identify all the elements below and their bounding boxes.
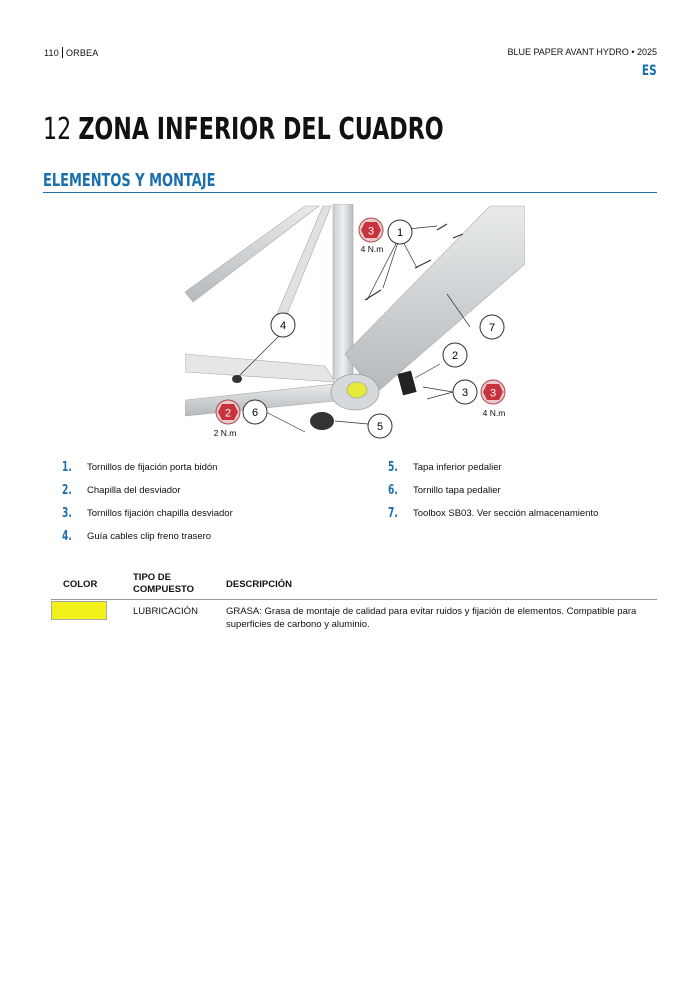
callout-5-label: 5 [376, 421, 384, 433]
language-tag: ES [642, 63, 657, 79]
torque-badge-1 [359, 218, 383, 254]
derailleur-hanger [397, 371, 416, 396]
table-header-description: DESCRIPCIÓN [226, 579, 292, 590]
callout-4 [271, 313, 295, 337]
callout-3-label: 3 [461, 387, 469, 399]
section-title [43, 112, 444, 147]
part-label: Tornillos de fijación porta bidón [87, 462, 218, 473]
callout-2 [443, 343, 467, 367]
table-header-rule [51, 599, 657, 600]
compound-type: LUBRICACIÓN [133, 606, 198, 617]
callout-7 [480, 315, 504, 339]
grease-area [347, 382, 367, 398]
torque-badge-1-value: 4 N.m [360, 244, 384, 254]
torque-badge-3-value: 2 N.m [213, 428, 237, 438]
part-number: 5. [388, 460, 398, 475]
part-label: Toolbox SB03. Ver sección almacenamiento [413, 508, 599, 519]
page-number: 110 [44, 48, 59, 58]
part-number: 2. [62, 483, 72, 498]
callout-6 [243, 400, 267, 424]
seat-stay [185, 206, 319, 302]
callout-7-label: 7 [488, 322, 496, 334]
part-label: Chapilla del desviador [87, 485, 181, 496]
part-number: 1. [62, 460, 72, 475]
callout-4-label: 4 [279, 320, 287, 332]
callout-6-label: 6 [251, 407, 259, 419]
cable-guide [232, 375, 242, 383]
part-number: 4. [62, 529, 72, 544]
brand-name: ORBEA [65, 48, 99, 58]
part-label: Guía cables clip freno trasero [87, 531, 212, 542]
frame-diagram [185, 204, 525, 444]
callout-1 [388, 220, 412, 244]
part-label: Tornillos fijación chapilla desviador [87, 508, 233, 519]
torque-badge-3-number: 2 [224, 407, 232, 420]
callout-5 [368, 414, 392, 438]
part-number: 7. [388, 506, 398, 521]
subtitle-rule [43, 192, 657, 193]
table-header-color: COLOR [63, 579, 98, 590]
section-subtitle: ELEMENTOS Y MONTAJE [43, 170, 216, 191]
callout-3 [453, 380, 477, 404]
document-title: BLUE PAPER AVANT HYDRO • 2025 [507, 47, 657, 57]
table-header-type: TIPO DE COMPUESTO [133, 572, 195, 595]
color-swatch [51, 601, 107, 620]
part-label: Tapa inferior pedalier [413, 462, 502, 473]
chain-stay-upper [185, 354, 335, 382]
bb-cover [310, 412, 334, 430]
callout-1-label: 1 [396, 227, 404, 239]
header-divider [62, 47, 63, 58]
torque-badge-1-number: 3 [367, 225, 375, 238]
torque-badge-3 [214, 400, 240, 438]
part-label: Tornillo tapa pedalier [413, 485, 501, 496]
part-number: 6. [388, 483, 398, 498]
torque-badge-2-number: 3 [489, 387, 497, 400]
part-number: 3. [62, 506, 72, 521]
torque-badge-2-value: 4 N.m [482, 408, 506, 418]
torque-badge-2 [481, 380, 505, 418]
section-title-text: ZONA INFERIOR DEL CUADRO [78, 112, 444, 147]
section-number: 12 [43, 112, 72, 147]
page-header-left [44, 47, 98, 58]
compound-description: GRASA: Grasa de montaje de calidad para evitar ruidos y fijación de elementos. Compatible para superficies de carbono y aluminio. [226, 606, 637, 630]
callout-2-label: 2 [451, 350, 459, 362]
